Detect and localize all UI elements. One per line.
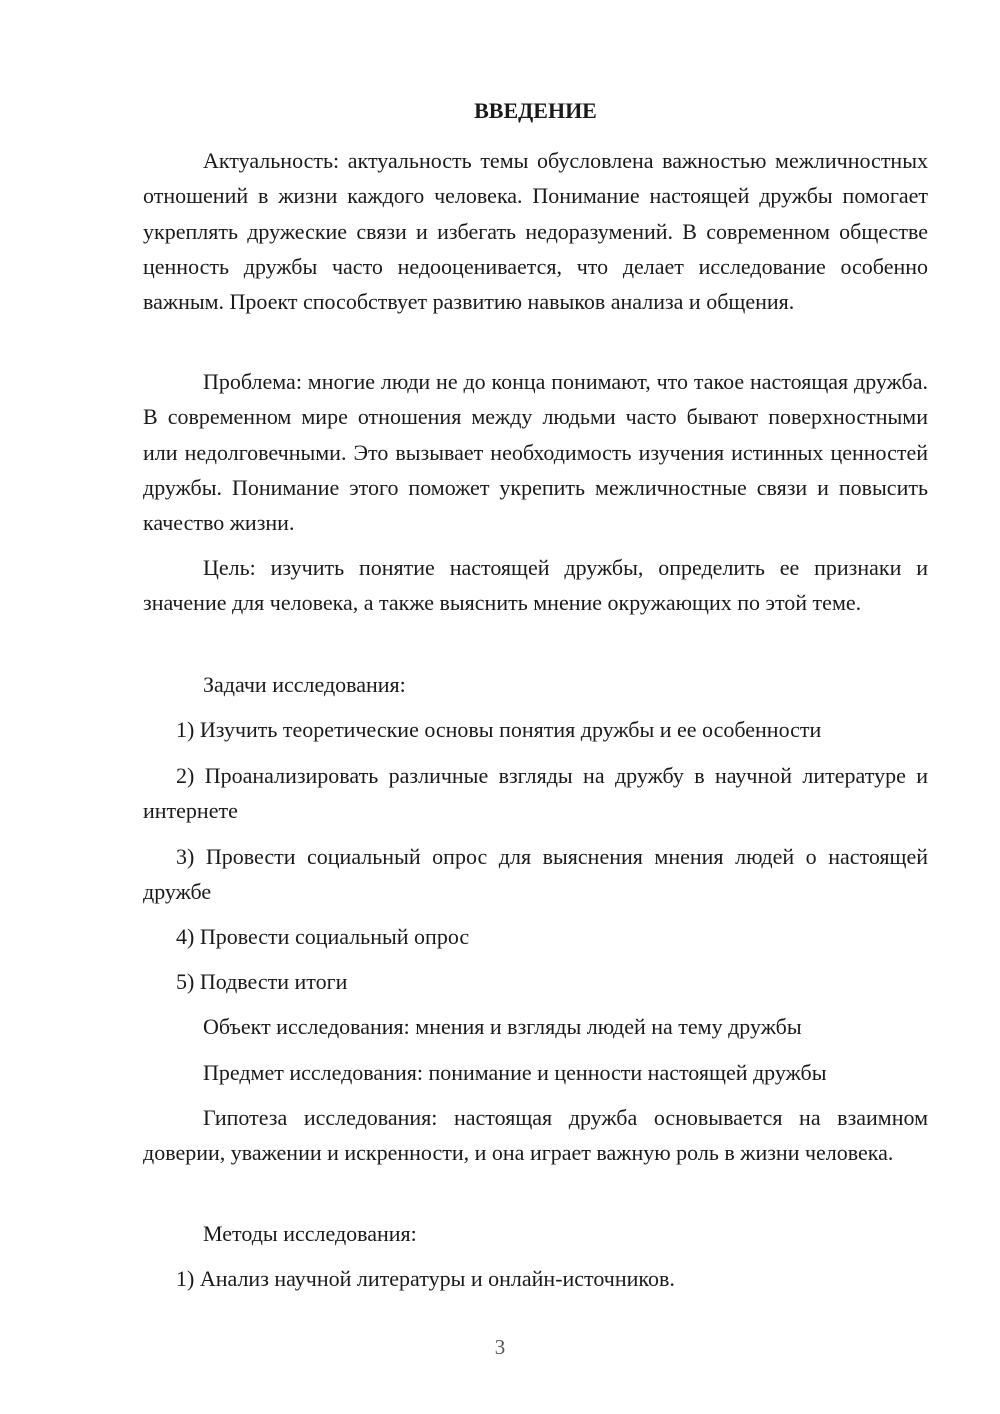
- task-item-4: 4) Провести социальный опрос: [176, 924, 470, 949]
- task-item-3: 3) Провести социальный опрос для выяснения мнения людей о настоящей дружбе: [143, 844, 928, 905]
- task-item-1: 1) Изучить теоретические основы понятия дружбы и ее особенности: [176, 717, 822, 742]
- section-heading: ВВЕДЕНИЕ: [474, 98, 597, 123]
- goal-paragraph: Цель: изучить понятие настоящей дружбы, определить ее признаки и значение для человека, а также выяснить мнение окружающих по этой теме.: [143, 555, 928, 616]
- methods-title: Методы исследования:: [203, 1221, 417, 1246]
- task-item-2: 2) Проанализировать различные взгляды на дружбу в научной литературе и интернете: [143, 763, 928, 824]
- task-item-5: 5) Подвести итоги: [176, 969, 348, 994]
- relevance-paragraph: Актуальность: актуальность темы обусловлена важностью межличностных отношений в жизни каждого человека. Понимание настоящей дружбы помогает укреплять дружеские связи и избегать недоразумений. В современном обществе ценность дружбы часто недооценивается, что делает исследование особенно важным. Проект способствует развитию навыков анализа и общения.: [143, 148, 928, 315]
- problem-paragraph: Проблема: многие люди не до конца понимают, что такое настоящая дружба. В современном мире отношения между людьми часто бывают поверхностными или недолговечными. Это вызывает необходимость изучения истинных ценностей дружбы. Понимание этого поможет укрепить межличностные связи и повысить качество жизни.: [143, 369, 928, 536]
- page-number: 3: [494, 1335, 506, 1359]
- subject-paragraph: Предмет исследования: понимание и ценности настоящей дружбы: [203, 1060, 827, 1085]
- method-item-1: 1) Анализ научной литературы и онлайн-источников.: [176, 1266, 675, 1291]
- hypothesis-paragraph: Гипотеза исследования: настоящая дружба основывается на взаимном доверии, уважении и искренности, и она играет важную роль в жизни человека.: [143, 1105, 928, 1166]
- tasks-title: Задачи исследования:: [203, 672, 406, 697]
- object-paragraph: Объект исследования: мнения и взгляды людей на тему дружбы: [203, 1014, 802, 1039]
